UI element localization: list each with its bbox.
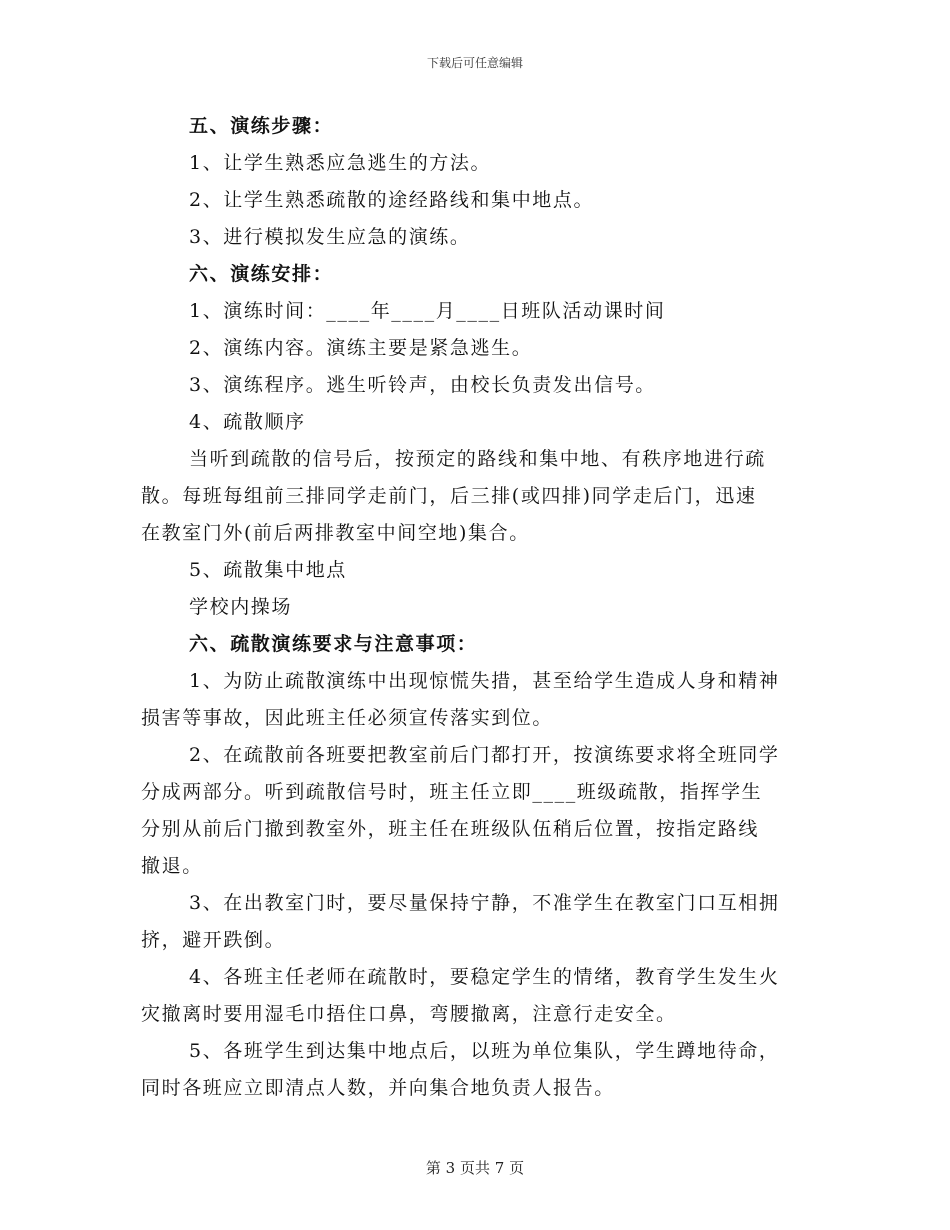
requirement-5-line-1: 5、各班学生到达集中地点后，以班为单位集队，学生蹲地待命， — [189, 1040, 780, 1062]
section-6-arrangement-title: 六、演练安排： — [189, 263, 334, 285]
section-5-item-2: 2、让学生熟悉疏散的途经路线和集中地点。 — [189, 189, 595, 211]
arrangement-item-3: 3、演练程序。逃生听铃声，由校长负责发出信号。 — [189, 374, 656, 396]
requirement-paragraph-3 — [141, 885, 809, 959]
page-footer: 第 3 页共 7 页 — [425, 1159, 525, 1177]
section-5-item-1: 1、让学生熟悉应急逃生的方法。 — [189, 152, 492, 174]
section-5-title: 五、演练步骤： — [189, 115, 334, 137]
requirement-paragraph-4 — [141, 959, 809, 1033]
arrangement-item-1: 1、演练时间：____年____月____日班队活动课时间 — [189, 300, 666, 322]
section-6-requirements-title: 六、疏散演练要求与注意事项： — [189, 633, 478, 655]
order-paragraph-line-1: 当听到疏散的信号后，按预定的路线和集中地、有秩序地进行疏 — [189, 448, 766, 470]
requirement-2-line-4: 撤退。 — [141, 855, 203, 877]
arrangement-item-2: 2、演练内容。演练主要是紧急逃生。 — [189, 337, 533, 359]
requirement-paragraph-5 — [141, 1033, 809, 1107]
requirement-5-line-2: 同时各班应立即清点人数，并向集合地负责人报告。 — [141, 1077, 615, 1099]
order-paragraph-line-3: 在教室门外(前后两排教室中间空地)集合。 — [141, 522, 530, 544]
page-header: 下载后可任意编辑 — [426, 56, 523, 70]
section-5-item-3: 3、进行模拟发生应急的演练。 — [189, 226, 471, 248]
arrangement-item-4: 4、疏散顺序 — [189, 411, 306, 433]
requirement-1-line-1: 1、为防止疏散演练中出现惊慌失措，甚至给学生造成人身和精神 — [189, 670, 780, 692]
requirement-1-line-2: 损害等事故，因此班主任必须宣传落实到位。 — [141, 707, 554, 729]
requirement-2-line-1: 2、在疏散前各班要把教室前后门都打开，按演练要求将全班同学 — [189, 744, 780, 766]
order-paragraph-line-2: 散。每班每组前三排同学走前门，后三排(或四排)同学走后门，迅速 — [141, 485, 757, 507]
requirement-paragraph-1 — [141, 663, 809, 737]
requirement-4-line-2: 灾撤离时要用湿毛巾捂住口鼻，弯腰撤离，注意行走安全。 — [141, 1003, 677, 1025]
requirement-3-line-1: 3、在出教室门时，要尽量保持宁静，不准学生在教室门口互相拥 — [189, 892, 780, 914]
arrangement-item-5: 5、疏散集中地点 — [189, 559, 347, 581]
document-body — [141, 108, 809, 1107]
requirement-2-line-3: 分别从前后门撤到教室外，班主任在班级队伍稍后位置，按指定路线 — [141, 818, 760, 840]
requirement-paragraph-2 — [141, 737, 809, 885]
requirement-2-line-2: 分成两部分。听到疏散信号时，班主任立即____班级疏散，指挥学生 — [141, 781, 763, 803]
requirement-4-line-1: 4、各班主任老师在疏散时，要稳定学生的情绪，教育学生发生火 — [189, 966, 780, 988]
requirement-3-line-2: 挤，避开跌倒。 — [141, 929, 286, 951]
assembly-location: 学校内操场 — [189, 596, 293, 618]
